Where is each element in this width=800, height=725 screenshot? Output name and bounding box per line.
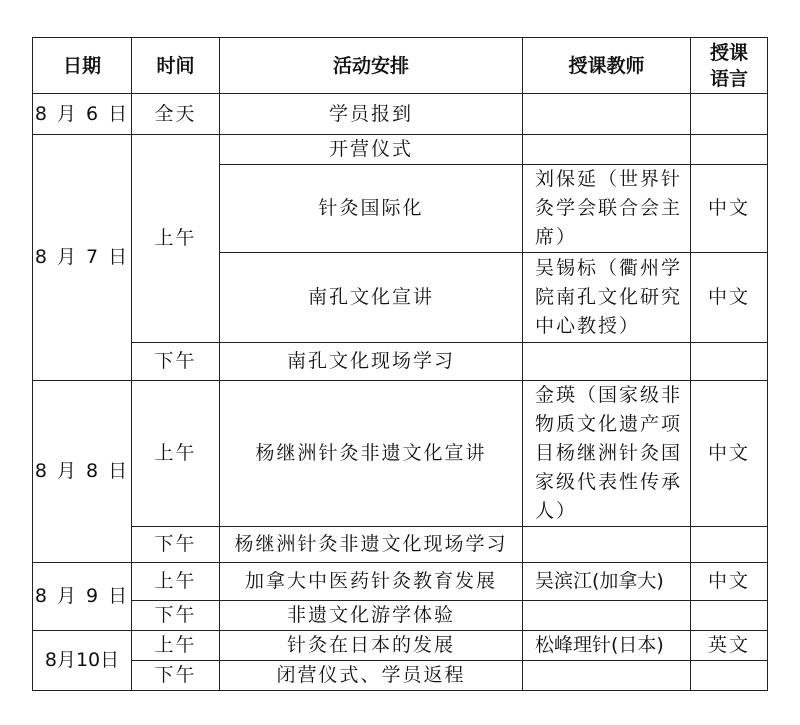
teacher-cell (523, 343, 691, 381)
language-cell (691, 601, 768, 631)
activity-cell: 南孔文化现场学习 (220, 343, 523, 381)
table-row (33, 601, 768, 631)
teacher-cell (523, 94, 691, 135)
header-activity: 活动安排 (220, 38, 523, 94)
date-cell: 8 月 8 日 (33, 381, 132, 563)
language-cell (691, 343, 768, 381)
activity-cell: 加拿大中医药针灸教育发展 (220, 563, 523, 601)
schedule-table (32, 37, 768, 691)
language-cell: 英文 (691, 631, 768, 661)
time-cell: 下午 (132, 661, 220, 691)
teacher-cell (523, 661, 691, 691)
header-time: 时间 (132, 38, 220, 94)
teacher-cell (523, 527, 691, 563)
table-row (33, 527, 768, 563)
activity-cell: 针灸国际化 (220, 165, 523, 253)
language-cell: 中文 (691, 381, 768, 527)
time-cell: 下午 (132, 601, 220, 631)
activity-cell: 杨继洲针灸非遗文化宣讲 (220, 381, 523, 527)
teacher-cell (523, 601, 691, 631)
teacher-cell (523, 135, 691, 165)
activity-cell: 开营仪式 (220, 135, 523, 165)
time-cell: 上午 (132, 135, 220, 343)
header-teacher: 授课教师 (523, 38, 691, 94)
teacher-cell: 吴锡标（衢州学院南孔文化研究中心教授） (523, 253, 691, 343)
activity-cell: 非遗文化游学体验 (220, 601, 523, 631)
date-cell: 8月10日 (33, 631, 132, 691)
language-cell: 中文 (691, 253, 768, 343)
time-cell: 全天 (132, 94, 220, 135)
time-cell: 上午 (132, 563, 220, 601)
table-row (33, 631, 768, 661)
teacher-cell: 刘保延（世界针灸学会联合会主席） (523, 165, 691, 253)
table-row (33, 661, 768, 691)
activity-cell: 针灸在日本的发展 (220, 631, 523, 661)
language-cell (691, 527, 768, 563)
time-cell: 上午 (132, 631, 220, 661)
activity-cell: 南孔文化宣讲 (220, 253, 523, 343)
activity-cell: 杨继洲针灸非遗文化现场学习 (220, 527, 523, 563)
time-cell: 下午 (132, 527, 220, 563)
date-cell: 8 月 9 日 (33, 563, 132, 631)
table-row (33, 563, 768, 601)
teacher-cell: 松峰理针(日本) (523, 631, 691, 661)
language-cell: 中文 (691, 563, 768, 601)
date-cell: 8 月 6 日 (33, 94, 132, 135)
table-row (33, 135, 768, 165)
activity-cell: 闭营仪式、学员返程 (220, 661, 523, 691)
header-date: 日期 (33, 38, 132, 94)
language-cell (691, 661, 768, 691)
table-row (33, 94, 768, 135)
date-cell: 8 月 7 日 (33, 135, 132, 381)
table-row (33, 343, 768, 381)
time-cell: 下午 (132, 343, 220, 381)
table-row (33, 381, 768, 527)
header-language: 授课 语言 (691, 38, 768, 94)
time-cell: 上午 (132, 381, 220, 527)
activity-cell: 学员报到 (220, 94, 523, 135)
language-cell (691, 135, 768, 165)
language-cell: 中文 (691, 165, 768, 253)
header-row (33, 38, 768, 94)
teacher-cell: 金瑛（国家级非物质文化遗产项目杨继洲针灸国家级代表性传承人） (523, 381, 691, 527)
language-cell (691, 94, 768, 135)
teacher-cell: 吴滨江(加拿大) (523, 563, 691, 601)
